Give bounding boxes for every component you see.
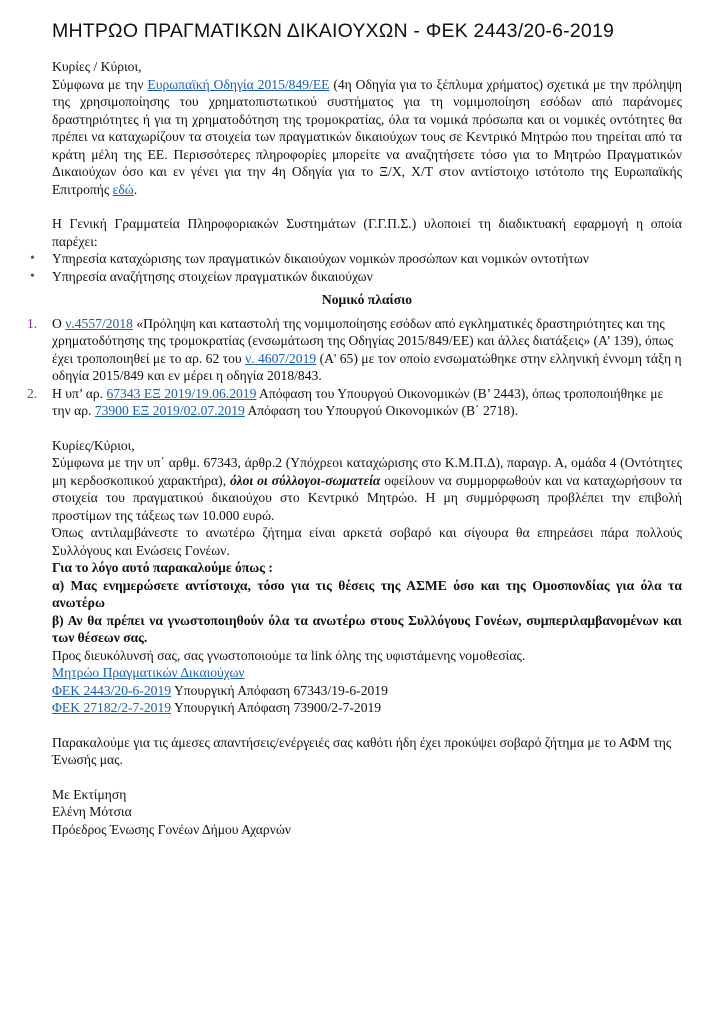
legal-heading: Νομικό πλαίσιο — [321, 292, 413, 307]
fek-27182-link[interactable]: ΦΕΚ 27182/2-7-2019 — [52, 700, 172, 715]
service-registration: Υπηρεσία καταχώρισης των πραγματικών δικαιούχων νομικών προσώπων και νομικών οντοτήτων — [52, 251, 589, 266]
law-text-end: (Α' 65) με τον οποίο ενσωματώθηκε στην ελληνική έννομη τάξη η οδηγία 2015/849 και εν μέρει η οδηγία 2018/843. — [52, 350, 682, 383]
list-number: 1. — [27, 315, 38, 331]
fek-27182-text: Υπουργική Απόφαση 73900/2-7-2019 — [171, 700, 382, 715]
signature-name: Ελένη Μότσια — [52, 804, 132, 819]
fek1-line — [52, 682, 682, 700]
law-4607-link[interactable]: ν. 4607/2019 — [245, 350, 317, 366]
spacer — [52, 420, 682, 437]
ggps-paragraph: Η Γενική Γραμματεία Πληροφοριακών Συστημάτων (Γ.Γ.Π.Σ.) υλοποιεί τη διαδικτυακή εφαρμογή η οποία παρέχει: — [52, 216, 682, 249]
union-paragraph — [52, 454, 682, 524]
union-emphasis: όλοι οι σύλλογοι-σωματεία — [230, 472, 381, 488]
bullet-icon: • — [30, 268, 35, 284]
union-text-start: Σύμφωνα με την υπ΄ αρθμ. 67343, άρθρ.2 (Υπόχρεοι καταχώρισης στο Κ.Μ.Π.Δ), παραγρ. Α, ομάδα 4 (Οντότητες μη κερδοσκοπικού χαρακτήρα), — [52, 455, 682, 488]
registry-link[interactable]: Μητρώο Πραγματικών Δικαιούχων — [52, 665, 245, 680]
list-item — [30, 250, 682, 268]
intro-greeting: Κυρίες / Κύριοι, — [52, 59, 142, 74]
intro-text-end: . — [133, 181, 138, 197]
legal-list — [27, 315, 682, 420]
spacer — [52, 717, 682, 734]
fek-2443-link[interactable]: ΦΕΚ 2443/20-6-2019 — [52, 682, 172, 698]
bullet-icon: • — [30, 251, 35, 266]
signature-regards: Με Εκτίμηση — [52, 786, 127, 802]
links-intro: Προς διευκόλυνσή σας, σας γνωστοποιούμε τα link όλης της υφιστάμενης νομοθεσίας. — [52, 647, 526, 663]
request-a — [52, 577, 682, 612]
registry-line — [52, 664, 682, 682]
directive-link[interactable]: Ευρωπαϊκή Οδηγία 2015/849/ΕΕ — [147, 76, 330, 92]
union-concern: Όπως αντιλαμβάνεστε το ανωτέρω ζήτημα είναι αρκετά σοβαρό και σίγουρα θα επηρεάσει πάρα πολλούς Συλλόγους και Ενώσεις Γονέων. — [52, 525, 682, 558]
list-item — [30, 268, 682, 286]
law-4557-link[interactable]: ν.4557/2018 — [65, 315, 133, 331]
decision-text-body: Απόφαση του Υπουργού Οικονομικών (Β’ 2443), όπως τροποποιήθηκε με την αρ. — [52, 385, 664, 418]
intro-text-start: Σύμφωνα με την — [52, 76, 148, 92]
intro-paragraph — [52, 76, 682, 199]
request-heading-text: Για το λόγο αυτό παρακαλούμε όπως : — [52, 560, 273, 575]
request-heading — [52, 559, 682, 577]
union-greeting: Κυρίες/Κύριοι, — [52, 437, 135, 453]
request-b-text: β) Αν θα πρέπει να γνωστοποιηθούν όλα τα ανωτέρω στους Συλλόγους Γονέων, συμπεριλαμβανομένων και των θέσεων σας. — [52, 612, 682, 645]
request-a-text: α) Μας ενημερώσετε αντίστοιχα, τόσο για τις θέσεις της ΑΣΜΕ όσο και της Ομοσπονδίας για όλα τα ανωτέρω — [52, 577, 682, 610]
list-number: 2. — [27, 385, 38, 401]
intro-text-body: (4η Οδηγία για το ξέπλυμα χρήματος) σχετικά με την πρόληψη της χρησιμοποίησης του χρηματοπιστωτικού συστήματος για τη νομιμοποίηση εσόδων από παράνομες δραστηριότητες ή για τη χρηματοδότηση της τρομοκρατίας, όλα τα νομικά πρόσωπα και οι νομικές οντότητες θα πρέπει να καταχωρίζουν τα στοιχεία των πραγματικών δικαιούχων τους σε Κεντρικό Μητρώο που τηρείται από τα κράτη μέλη της ΕΕ. Περισσότερες πληροφορίες μπορείτε να αναζητήσετε τόσο για το Μητρώο Πραγματικών Δικαιούχων όσο και εν γένει για την 4η Οδηγία για το Ξ/Χ, Χ/Τ στον αντίστοιχο ιστότοπο της Ευρωπαϊκής Επιτροπής — [52, 76, 682, 197]
decision-text-start: Η υπ’ αρ. — [52, 385, 107, 401]
list-item — [27, 315, 682, 385]
page-title: ΜΗΤΡΩΟ ΠΡΑΓΜΑΤΙΚΩΝ ΔΙΚΑΙΟΥΧΩΝ - ΦΕΚ 2443/20-6-2019 — [52, 20, 615, 42]
here-link[interactable]: εδώ — [112, 181, 134, 197]
service-search: Υπηρεσία αναζήτησης στοιχείων πραγματικών δικαιούχων — [52, 268, 373, 284]
closing-paragraph: Παρακαλούμε για τις άμεσες απαντήσεις/ενέργειές σας καθότι ήδη έχει προκύψει σοβαρό ζήτημα με το ΑΦΜ της Ένωσής μας. — [52, 734, 672, 767]
law-text-start: Ο — [52, 315, 66, 331]
service-list — [30, 250, 682, 285]
fek-2443-text: Υπουργική Απόφαση 67343/19-6-2019 — [171, 682, 388, 698]
decision-73900-link[interactable]: 73900 ΕΞ 2019/02.07.2019 — [94, 403, 245, 418]
decision-67343-link[interactable]: 67343 ΕΞ 2019/19.06.2019 — [106, 385, 257, 401]
union-text-end: οφείλουν να συμμορφωθούν και να καταχωρήσουν τα στοιχεία του πραγματικού δικαιούχου στο Κεντρικό Μητρώο. Η μη συμμόρφωση προβλέπει την επιβολή προστίμων της τάξεως των 10.000 ευρώ. — [52, 472, 682, 523]
list-item — [27, 385, 682, 420]
fek2-line — [52, 699, 682, 717]
spacer — [52, 769, 682, 786]
decision-text-end: Απόφαση του Υπουργού Οικονομικών (Β΄ 2718). — [244, 403, 519, 418]
signature-role: Πρόεδρος Ένωσης Γονέων Δήμου Αχαρνών — [52, 821, 291, 837]
document-body — [27, 58, 682, 838]
request-b — [52, 612, 682, 647]
law-text-body: «Πρόληψη και καταστολή της νομιμοποίησης εσόδων από εγκληματικές δραστηριότητες και της χρηματοδότησης της τρομοκρατίας (ενσωμάτωση της Οδηγίας 2015/849/ΕΕ) και άλλες διατάξεις» (Α’ 139), όπως έχει τροποποιηθεί με το αρ. 62 του — [52, 315, 674, 366]
spacer — [52, 198, 682, 215]
